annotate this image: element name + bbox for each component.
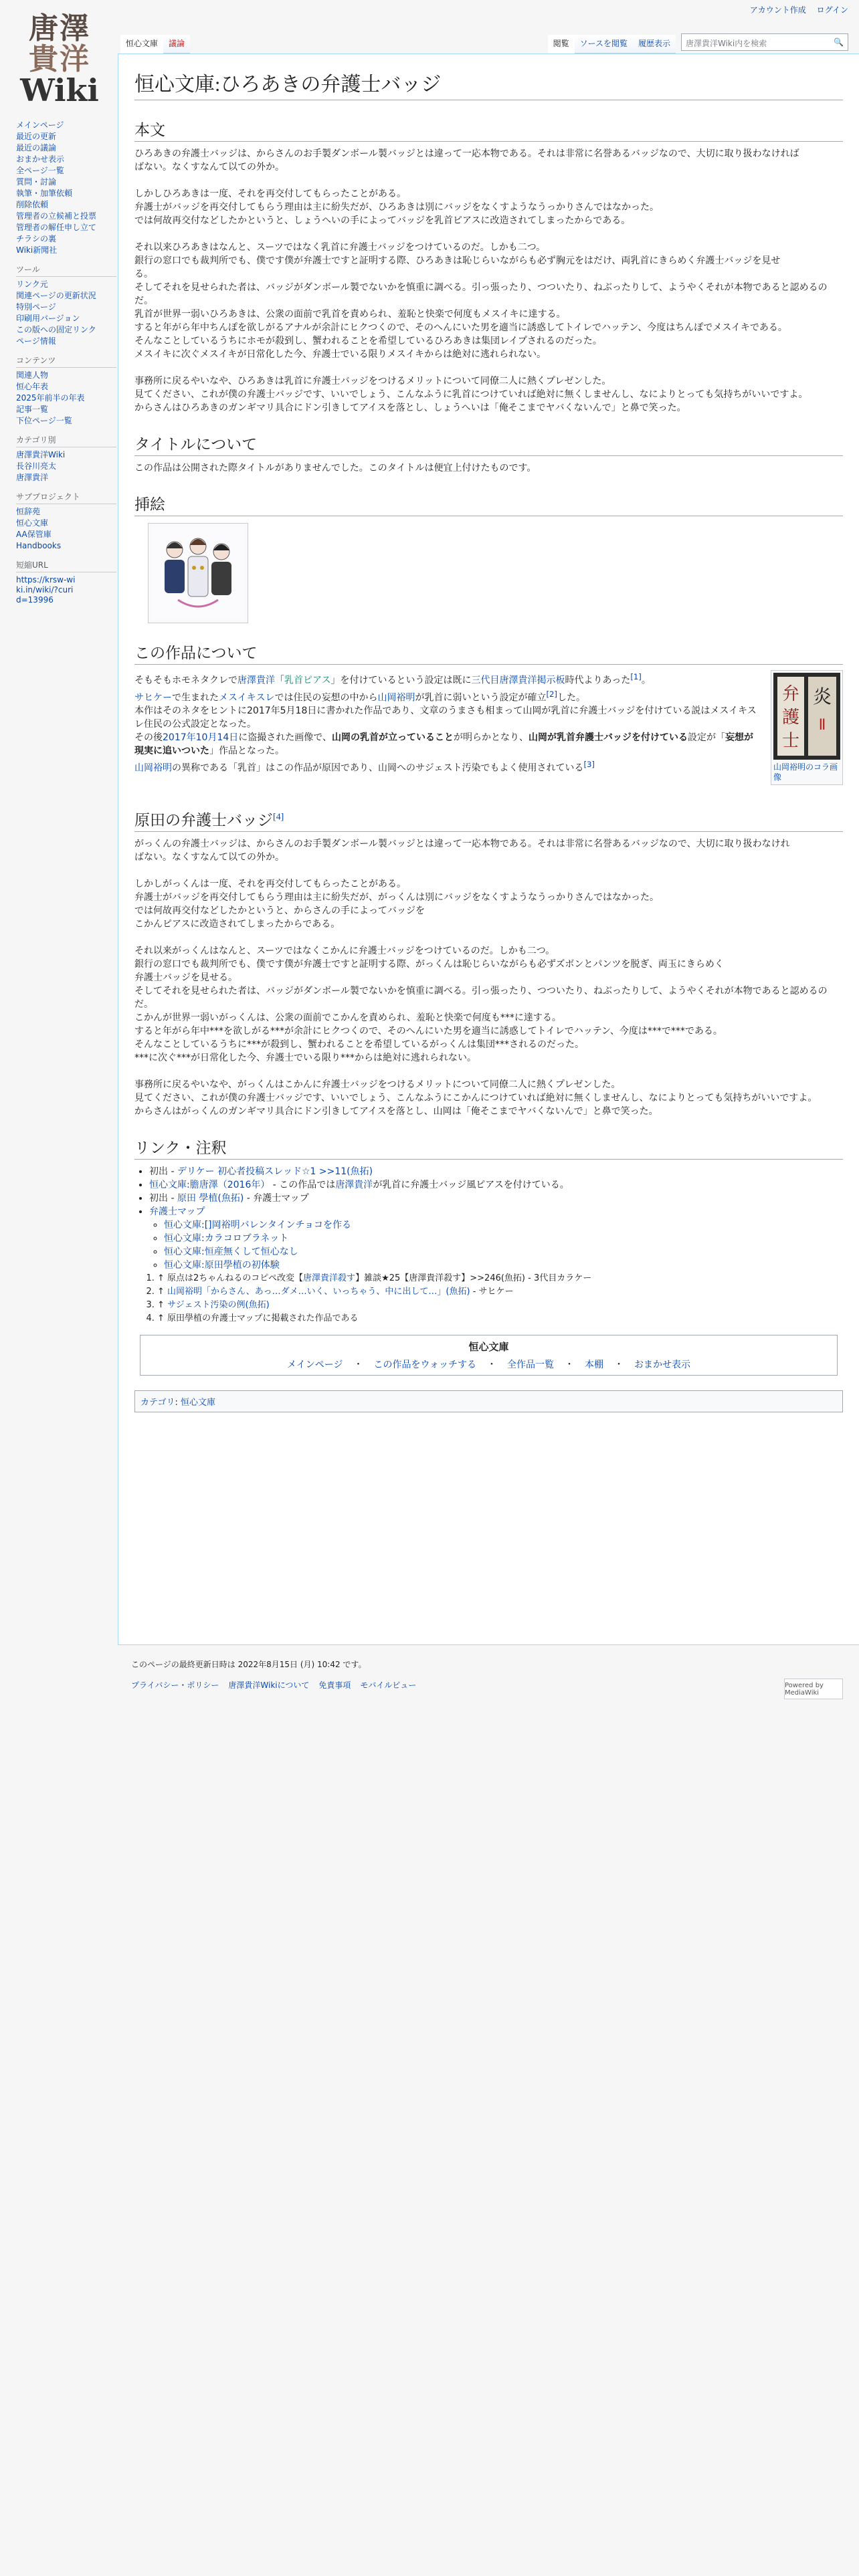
search-input[interactable] [681,33,848,51]
sublink-item[interactable]: ◦ 恒心文庫:恒産無くして恒心なし [164,1245,843,1259]
sublink-item[interactable]: ◦ 恒心文庫:[]岡裕明バレンタインチョコを作る [164,1218,843,1232]
link-first-post[interactable]: デリケー 初心者投稿スレッド☆1 >>11(魚拓) [177,1166,373,1177]
ref-2[interactable]: [2] [546,689,557,699]
text-line: 弁護士がバッジを再交付してもらう理由は主に紛失だが、ひろあきは別にバッジをなくすようなうっかりさんではなかった。 [134,202,659,213]
list-item: • 恒心文庫:膽唐澤（2016年） - この作品では唐澤貴洋が乳首に弁護士バッジ風ピアスを付けている。 [149,1178,843,1192]
sidebar-item-nav-10[interactable]: チラシの裏 [16,234,57,243]
about-line-4: その後2017年10月14日に盗撮された画像で、山岡の乳首が立っていることが明らかとなり、山岡が乳首弁護士バッジを付けている設定が「妄想が現実に追いついた」作品となった。 [134,732,753,757]
svg-text:護: 護 [781,708,800,728]
svg-text:弁: 弁 [781,684,800,704]
collage-image[interactable] [773,673,840,760]
footer [131,1658,840,1691]
ref-link-3[interactable]: サジェスト汚染の例(魚拓) [167,1300,270,1310]
login-link[interactable]: ログイン [816,5,848,15]
navbox-item[interactable]: 全作品一覧 [506,1360,554,1370]
sublink-item[interactable]: ◦ 恒心文庫:カラコロブラネット [164,1232,843,1245]
list-item [149,1205,843,1272]
navbox [140,1335,838,1376]
sidebar-item-nav-4[interactable]: 全ページ一覧 [16,166,64,175]
sidebar-item-content-1[interactable]: 恒心年表 [16,382,49,391]
sidebar-item-nav-0[interactable]: メインページ [16,120,64,130]
list-item: • 初出 - 原田 學植(魚拓) - 弁護士マップ [149,1192,843,1205]
sidebar-categories-heading: カテゴリ別 [16,435,116,447]
text-line: 事務所に戻るやいなや、ひろあきは乳首に弁護士バッジをつけるメリットについて同僚二人に熱くプレゼンした。 [134,376,611,387]
sidebar-item-content-3[interactable]: 記事一覧 [16,405,49,414]
text-line: そんなことしているうちにホモが殺到し、蟹われることを希望しているひろあきは集団レイプされるのだった。 [134,336,602,346]
reference-item: 4. ↑ 原田學植の弁護士マップに掲載された作品である [157,1312,843,1325]
sidebar-item-category-2[interactable]: 唐澤貴洋 [16,473,49,482]
text-line: ひろあきの弁護士バッジは、からさんのお手製ダンボール製バッジとは違って一応本物である。それは非常に名誉あるバッジなので、大切に取り扱わなければ [134,148,799,159]
link-date[interactable]: 2017年10月14日 [163,732,239,744]
namespace-tabs [120,35,190,53]
link-karasawa[interactable]: 唐澤貴洋 [237,675,275,686]
text-line: 銀行の窓口でも裁判所でも、僕です僕が弁護士ですと証明する際、ひろあきは恥じらいながらも必ず胸元をはだけ、両乳首にきらめく弁護士バッジを見せ [134,255,781,266]
text-line: こかんピアスに改造されてしまったからである。 [134,919,341,930]
sidebar-item-content-0[interactable]: 関連人物 [16,370,49,380]
collage-thumbnail[interactable] [771,670,843,785]
short-url-link[interactable]: https://krsw-wiki.in/wiki/?curid=13996 [16,575,76,605]
references-list [157,1272,843,1325]
illustration-image[interactable] [148,523,248,623]
create-account-link[interactable]: アカウント作成 [749,5,806,15]
sidebar-tools-heading: ツール [16,265,116,277]
sidebar-item-tool-3[interactable]: 印刷用バージョン [16,314,80,323]
sidebar-categories [16,435,116,483]
sidebar-item-nav-5[interactable]: 質問・討論 [16,177,57,187]
navbox-title: 恒心文庫 [468,1341,509,1353]
sidebar-item-nav-1[interactable]: 最近の更新 [16,132,57,141]
sidebar-contents-heading: コンテンツ [16,356,116,368]
tab-talk[interactable]: 議論 [163,35,190,53]
text-line: そしてそれを見せられた者は、バッジがダンボール製でないかを慎重に調べる。引っ張ったり、つついたり、ねぶったりして、ようやくそれが本物であると認めるのだ。 [134,986,828,1010]
link-board[interactable]: 三代目唐澤貴洋掲示板 [471,675,565,686]
text-line: それ以来がっくんはなんと、スーツではなくこかんに弁護士バッジをつけているのだ。しかも二つ。 [134,946,555,956]
logo-line1: 唐澤 [29,11,90,45]
sidebar-navigation [16,120,116,255]
paragraph-gap [134,227,843,241]
paragraph-gap [134,361,843,374]
sidebar-item-tool-4[interactable]: この版への固定リンク [16,325,96,334]
text-line: では何故再交付などしたかというと、しょうへいの手によってバッジを乳首ピアスに改造されてしまったからである。 [134,215,631,226]
link-related-work[interactable]: 恒心文庫:膽唐澤（2016年） [149,1180,270,1190]
footer-link[interactable]: 唐澤貴洋Wikiについて [228,1681,310,1690]
paragraph-gap [134,174,843,187]
powered-by-mediawiki[interactable]: Powered by MediaWiki [784,1679,843,1699]
logo-line2: 貴洋 [29,42,90,76]
sidebar-item-nav-11[interactable]: Wiki新聞社 [16,245,58,255]
category-link[interactable]: 恒心文庫 [181,1398,216,1408]
text-line: 弁護士がバッジを再交付してもらう理由は主に紛失だが、がっくんは別にバッジをなくすようなうっかりさんではなかった。 [134,892,659,903]
heading-honbun: 本文 [134,118,843,142]
tab-page[interactable]: 恒心文庫 [120,35,163,53]
sidebar-item-content-4[interactable]: 下位ページ一覧 [16,416,72,425]
list-item: • 初出 - デリケー 初心者投稿スレッド☆1 >>11(魚拓) [149,1165,843,1178]
text-line: 乳首が世界一弱いひろあきは、公衆の面前で乳首を責められ、羞恥と快楽で何度もメスイキに達する。 [134,309,566,320]
sidebar-item-tool-1[interactable]: 関連ページの更新状況 [16,291,96,300]
link-mesuiki-thread[interactable]: メスイキスレ [219,692,275,704]
text-line: そしてそれを見せられた者は、バッジがダンボール製でないかを慎重に調べる。引っ張ったり、つついたり、ねぶったりして、ようやくそれが本物であると認めるのだ。 [134,282,828,306]
page-title: 恒心文庫:ひろあきの弁護士バッジ [134,68,843,100]
tab-view-source[interactable]: ソースを閲覧 [575,35,633,53]
sidebar [16,120,116,615]
sidebar-item-content-2[interactable]: 2025年前半の年表 [16,393,85,403]
text-line: では何故再交付などしたかというと、からさんの手によってバッジを [134,905,425,916]
sublink-item[interactable]: ◦ 恒心文庫:原田學植の初体験 [164,1259,843,1272]
navbox-separator: ・ [486,1360,496,1370]
collage-caption[interactable]: 山岡裕明のコラ画像 [773,762,838,782]
heading-links: リンク・注釈 [134,1136,843,1160]
footer-link[interactable]: モバイルビュー [360,1681,417,1690]
main-content [118,53,859,1645]
text-line: る。 [134,269,153,280]
navbox-separator: ・ [564,1360,574,1370]
harada-text [134,837,843,1118]
site-logo[interactable] [9,11,110,108]
sidebar-item-nav-2[interactable]: 最近の議論 [16,143,57,152]
about-line-1: そもそもホモネタクレで唐澤貴洋「乳首ピアス」を付けているという設定は既に三代目唐澤貴洋掲示板時代よりあった[1]。 [134,672,651,686]
text-line: 見てください、これが僕の弁護士バッジです、いいでしょう、こんなふうにこかんにつけていれば絶対に無くしませんし、なによりとっても気持ちがいいですよ。 [134,1093,818,1103]
sidebar-item-nav-9[interactable]: 管理者の解任申し立て [16,223,97,232]
text-line: 事務所に戻るやいなや、がっくんはこかんに弁護士バッジをつけるメリットについて同僚二人に熱くプレゼンした。 [134,1079,621,1090]
svg-text:Ⅱ: Ⅱ [818,717,826,734]
text-line: それ以来ひろあきはなんと、スーツではなく乳首に弁護士バッジをつけているのだ。しかも二つ。 [134,242,546,253]
reference-item: 3. ↑ サジェスト汚染の例(魚拓) [157,1299,843,1312]
ref-3[interactable]: [3] [583,760,595,770]
text-line: からさんはがっくんのガンギマリ具合にドン引きしてアイスを落とし、山岡は「俺そこまでヤバくないんで」と鼻で笑った。 [134,1106,658,1117]
sidebar-item-subproject-1[interactable]: 恒心文庫 [16,518,49,528]
text-line: がっくんの弁護士バッジは、からさんのお手製ダンボール製バッジとは違って一応本物である。それは非常に名誉あるバッジなので、大切に取り扱わなけれ [134,839,790,849]
reference-item: 1. ↑ 原点は2ちゃんねるのコピペ改変【唐澤貴洋殺す】雑談★25【唐澤貴洋殺す】>>246(魚拓) - 3代目カラケー [157,1272,843,1285]
sidebar-short-url [16,560,116,605]
sidebar-subprojects [16,492,116,551]
sidebar-item-nav-8[interactable]: 管理者の立候補と投票 [16,211,97,221]
text-line: すると年がら年中ちんぽを欲しがるアナルが余計にヒクつくので、そのへんにいた男を適当に誘惑してトイレでハッテン、今度はちんぽでメスイキである。 [134,322,787,333]
link-sahike[interactable]: サヒケー [134,692,172,704]
navbox-separator: ・ [353,1360,363,1370]
text-line: こかんが世界一弱いがっくんは、公衆の面前でこかんを責められ、羞恥と快楽で何度も***に達する。 [134,1012,561,1023]
personal-tools [742,4,848,15]
navbox-separator: ・ [613,1360,624,1370]
navbox-item[interactable]: この作品をウォッチする [373,1360,476,1370]
links-list [149,1165,843,1272]
text-line: しかしがっくんは一度、それを再交付してもらったことがある。 [134,879,406,889]
search-icon[interactable]: 🔍 [834,37,844,47]
svg-text:炎: 炎 [812,685,832,708]
link-yamaoka-2[interactable]: 山岡裕明 [134,762,172,774]
navbox-item[interactable]: 本棚 [584,1360,603,1370]
reference-item: 2. ↑ 山岡裕明「からさん、あっ…ダメ…いく、いっちゃう、中に出して…」(魚拓) - サヒケー [157,1285,843,1299]
ref-4[interactable]: [4] [273,812,284,823]
text-line: ばない。なくすなんて以ての外か。 [134,162,284,173]
about-line-5: 山岡裕明の異称である「乳首」はこの作品が原因であり、山岡へのサジェスト汚染でもよく使用されている[3] [134,760,595,774]
footer-link[interactable]: プライバシー・ポリシー [131,1681,219,1690]
text-line: メスイキに次ぐメスイキが日常化した今、弁護士でいる限りメスイキからは絶対に逃れられない。 [134,349,547,360]
text-line: ばない。なくすなんて以ての外か。 [134,852,284,863]
text-line: 見てください、これが僕の弁護士バッジです、いいでしょう、こんなふうに乳首につけていれば絶対に無くしませんし、なによりとっても気持ちがいいですよ。 [134,389,808,400]
heading-title-note: タイトルについて [134,432,843,456]
sidebar-contents [16,356,116,426]
svg-text:士: 士 [781,731,800,751]
sidebar-subprojects-heading: サブプロジェクト [16,492,116,504]
last-edit-text: このページの最終更新日時は 2022年8月15日 (月) 10:42 です。 [131,1660,367,1669]
paragraph-gap [134,1065,843,1078]
ref-link-2[interactable]: 山岡裕明「からさん、あっ…ダメ…いく、いっちゃう、中に出して…」(魚拓) [167,1287,470,1297]
ref-link-1[interactable]: 唐澤貴洋殺す [303,1273,356,1283]
text-line: 弁護士バッジを見せる。 [134,972,237,983]
text-line: しかしひろあきは一度、それを再交付してもらったことがある。 [134,189,406,199]
search-placeholder: 唐澤貴洋Wiki内を検索 [686,39,767,48]
link-yamaoka[interactable]: 山岡裕明 [377,692,415,704]
sidebar-item-category-1[interactable]: 長谷川亮太 [16,461,57,471]
sidebar-item-tool-2[interactable]: 特別ページ [16,302,56,312]
about-line-2: サヒケーで生まれたメスイキスレでは住民の妄想の中から山岡裕明が乳首に弱いという設定が確立[2]した。 [134,689,585,704]
text-line: からさんはひろあきのガンギマリ具合にドン引きしてアイスを落とし、しょうへいは「俺そこまでヤバくないんで」と鼻で笑った。 [134,403,686,413]
heading-harada: 原田の弁護士バッジ[4] [134,808,843,832]
paragraph-gap [134,864,843,877]
sidebar-item-tool-5[interactable]: ページ情報 [16,336,56,346]
navbox-item[interactable]: おまかせ表示 [634,1360,690,1370]
ref-1[interactable]: [1] [630,672,642,681]
sidebar-item-category-0[interactable]: 唐澤貴洋Wiki [16,450,66,459]
text-line: 銀行の窓口でも裁判所でも、僕です僕が弁護士ですと証明する際、がっくんは恥じらいながらも必ずズボンとパンツを脱ぎ、両玉にきらめく [134,959,724,970]
story-text [134,147,843,415]
heading-illustration: 挿絵 [134,492,843,516]
text-line: そんなことしているうちに***が殺到し、蟹われることを希望しているがっくんは集団***されるのだった。 [134,1039,584,1050]
paragraph-gap [134,931,843,944]
sidebar-item-nav-3[interactable]: おまかせ表示 [16,154,65,164]
category-label-link[interactable]: カテゴリ [140,1398,175,1408]
view-tabs [548,35,848,53]
tab-history[interactable]: 履歴表示 [633,35,676,53]
link-bengoshi-map[interactable]: 弁護士マップ [149,1206,205,1217]
link-nipple-piercing[interactable]: 乳首ピアス [284,675,331,686]
sidebar-short-url-heading: 短縮URL [16,560,116,572]
link-karasawa-2[interactable]: 唐澤貴洋 [335,1180,373,1190]
link-harada[interactable]: 原田 學植(魚拓) [177,1193,244,1204]
sidebar-item-nav-7[interactable]: 削除依頼 [16,200,49,209]
text-line: ***に次ぐ***が日常化した今、弁護士でいる限り***からは絶対に逃れられない。 [134,1053,476,1063]
heading-about: この作品について [134,641,843,665]
sidebar-item-subproject-3[interactable]: Handbooks [16,541,62,550]
footer-link[interactable]: 免責事項 [318,1681,351,1690]
tab-read[interactable]: 閲覧 [548,35,575,53]
about-line-3: 本作はそのネタをヒントに2017年5月18日に書かれた作品であり、文章のうまさも相まって山岡が乳首に弁護士バッジを付けている説はメスイキスレ住民の公式設定となった。 [134,706,757,730]
navbox-item[interactable]: メインページ [287,1360,343,1370]
sidebar-item-tool-0[interactable]: リンク元 [16,280,48,289]
category-links: カテゴリ: 恒心文庫 [134,1390,843,1412]
sidebar-item-subproject-2[interactable]: AA保管庫 [16,530,52,539]
sidebar-tools [16,265,116,346]
sidebar-item-subproject-0[interactable]: 恒辞苑 [16,507,41,516]
title-note-text: この作品は公開された際タイトルがありませんでした。このタイトルは便宜上付けたものです。 [134,463,537,473]
text-line: すると年がら年中***を欲しがる***が余計にヒクつくので、そのへんにいた男を適当に誘惑してトイレでハッテン、今度は***で***である。 [134,1026,723,1037]
logo-line3: Wiki [20,72,99,108]
sidebar-item-nav-6[interactable]: 執筆・加筆依頼 [16,189,73,198]
